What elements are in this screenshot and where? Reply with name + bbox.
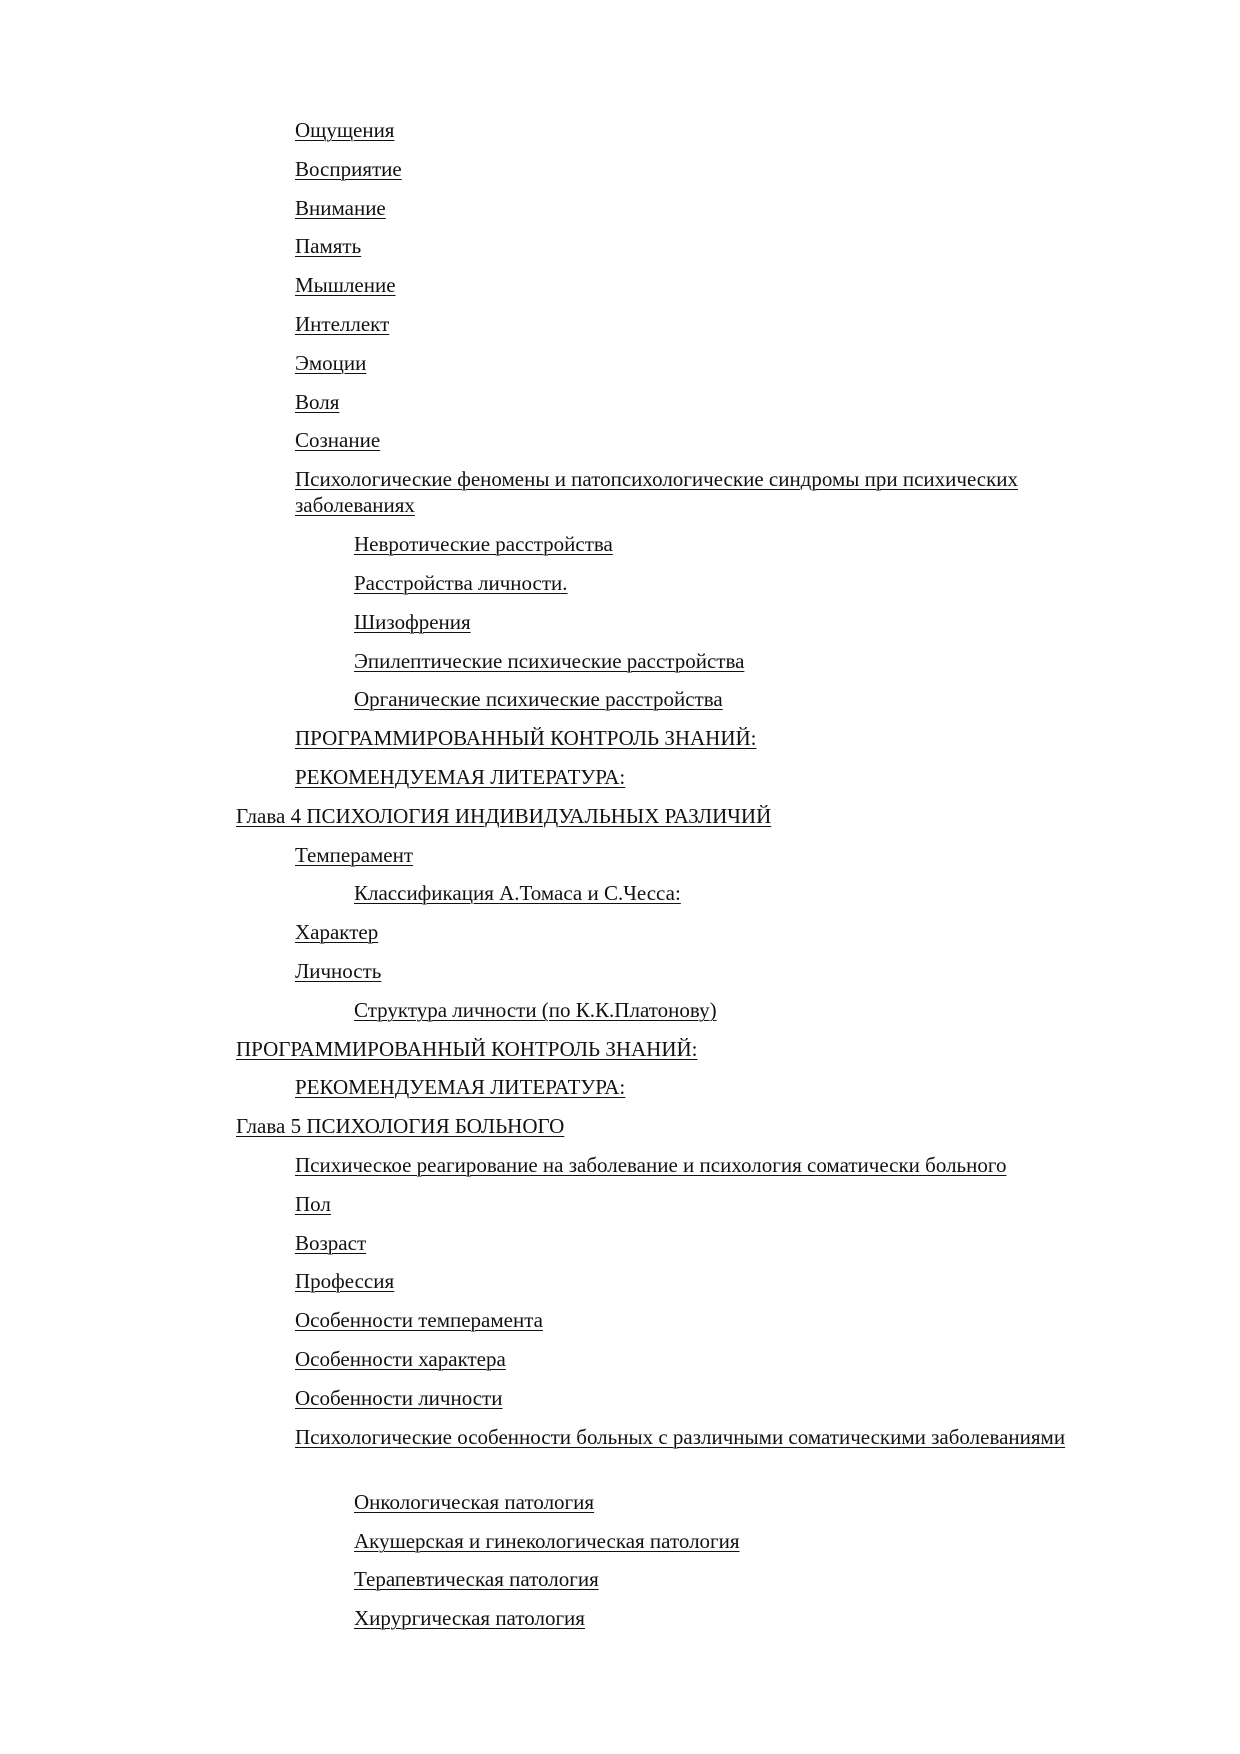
toc-link-nevroticheskie[interactable]: Невротические расстройства xyxy=(354,532,613,556)
toc-link-akusherskaya[interactable]: Акушерская и гинекологическая патология xyxy=(354,1529,740,1553)
toc-link-vozrast[interactable]: Возраст xyxy=(295,1231,367,1255)
toc-link-osobennosti-kharaktera[interactable]: Особенности характера xyxy=(295,1347,506,1371)
toc-link-rasstroystva-lichnosti[interactable]: Расстройства личности. xyxy=(354,571,568,595)
toc-link-epilepticheskie[interactable]: Эпилептические психические расстройства xyxy=(354,649,745,673)
toc-link-pamyat[interactable]: Память xyxy=(295,234,362,258)
toc-link-glava-5[interactable]: Глава 5 ПСИХОЛОГИЯ БОЛЬНОГО xyxy=(236,1114,565,1138)
toc-link-emotsii[interactable]: Эмоции xyxy=(295,351,367,375)
toc-link-vnimanie[interactable]: Внимание xyxy=(295,196,386,220)
toc-link-osobennosti-temperamenta[interactable]: Особенности темперамента xyxy=(295,1308,543,1332)
toc-link-lichnost[interactable]: Личность xyxy=(295,959,382,983)
toc-link-khirurgicheskaya[interactable]: Хирургическая патология xyxy=(354,1606,585,1630)
toc-link-volya[interactable]: Воля xyxy=(295,390,340,414)
toc-link-soznanie[interactable]: Сознание xyxy=(295,428,381,452)
toc-link-kharakter[interactable]: Характер xyxy=(295,920,379,944)
toc-link-organicheskie[interactable]: Органические психические расстройства xyxy=(354,687,723,711)
toc-link-psych-phenomena[interactable]: Психологические феномены и патопсихологические синдромы при психических заболеваниях xyxy=(295,467,1019,517)
toc-link-vospriyatie[interactable]: Восприятие xyxy=(295,157,402,181)
toc-link-professiya[interactable]: Профессия xyxy=(295,1269,395,1293)
toc-link-myshlenie[interactable]: Мышление xyxy=(295,273,396,297)
toc-link-glava-4[interactable]: Глава 4 ПСИХОЛОГИЯ ИНДИВИДУАЛЬНЫХ РАЗЛИЧИЙ xyxy=(236,804,772,828)
toc-link-psikhicheskoe-reagirovanie[interactable]: Психическое реагирование на заболевание и психология соматически больного xyxy=(295,1153,1007,1177)
toc-link-literatura-4[interactable]: РЕКОМЕНДУЕМАЯ ЛИТЕРАТУРА: xyxy=(295,1075,626,1099)
toc-link-shizofreniya[interactable]: Шизофрения xyxy=(354,610,471,634)
toc-link-osobennosti-lichnosti[interactable]: Особенности личности xyxy=(295,1386,503,1410)
toc-link-struktura-lichnosti[interactable]: Структура личности (по К.К.Платонову) xyxy=(354,998,717,1022)
toc-link-pol[interactable]: Пол xyxy=(295,1192,331,1216)
toc-link-terapevticheskaya[interactable]: Терапевтическая патология xyxy=(354,1567,599,1591)
toc-link-oshchushcheniya[interactable]: Ощущения xyxy=(295,118,395,142)
toc-link-kontrol-znaniy-3[interactable]: ПРОГРАММИРОВАННЫЙ КОНТРОЛЬ ЗНАНИЙ: xyxy=(295,726,757,750)
toc-link-kontrol-znaniy-4[interactable]: ПРОГРАММИРОВАННЫЙ КОНТРОЛЬ ЗНАНИЙ: xyxy=(236,1037,698,1061)
toc-link-psych-features-somatic[interactable]: Психологические особенности больных с различными соматическими заболеваниями xyxy=(295,1425,1066,1449)
toc-link-intellekt[interactable]: Интеллект xyxy=(295,312,390,336)
toc-link-klassifikatsiya[interactable]: Классификация А.Томаса и С.Чесса: xyxy=(354,881,681,905)
toc-link-temperament[interactable]: Темперамент xyxy=(295,843,414,867)
toc-link-literatura-3[interactable]: РЕКОМЕНДУЕМАЯ ЛИТЕРАТУРА: xyxy=(295,765,626,789)
toc-link-onkologicheskaya[interactable]: Онкологическая патология xyxy=(354,1490,595,1514)
